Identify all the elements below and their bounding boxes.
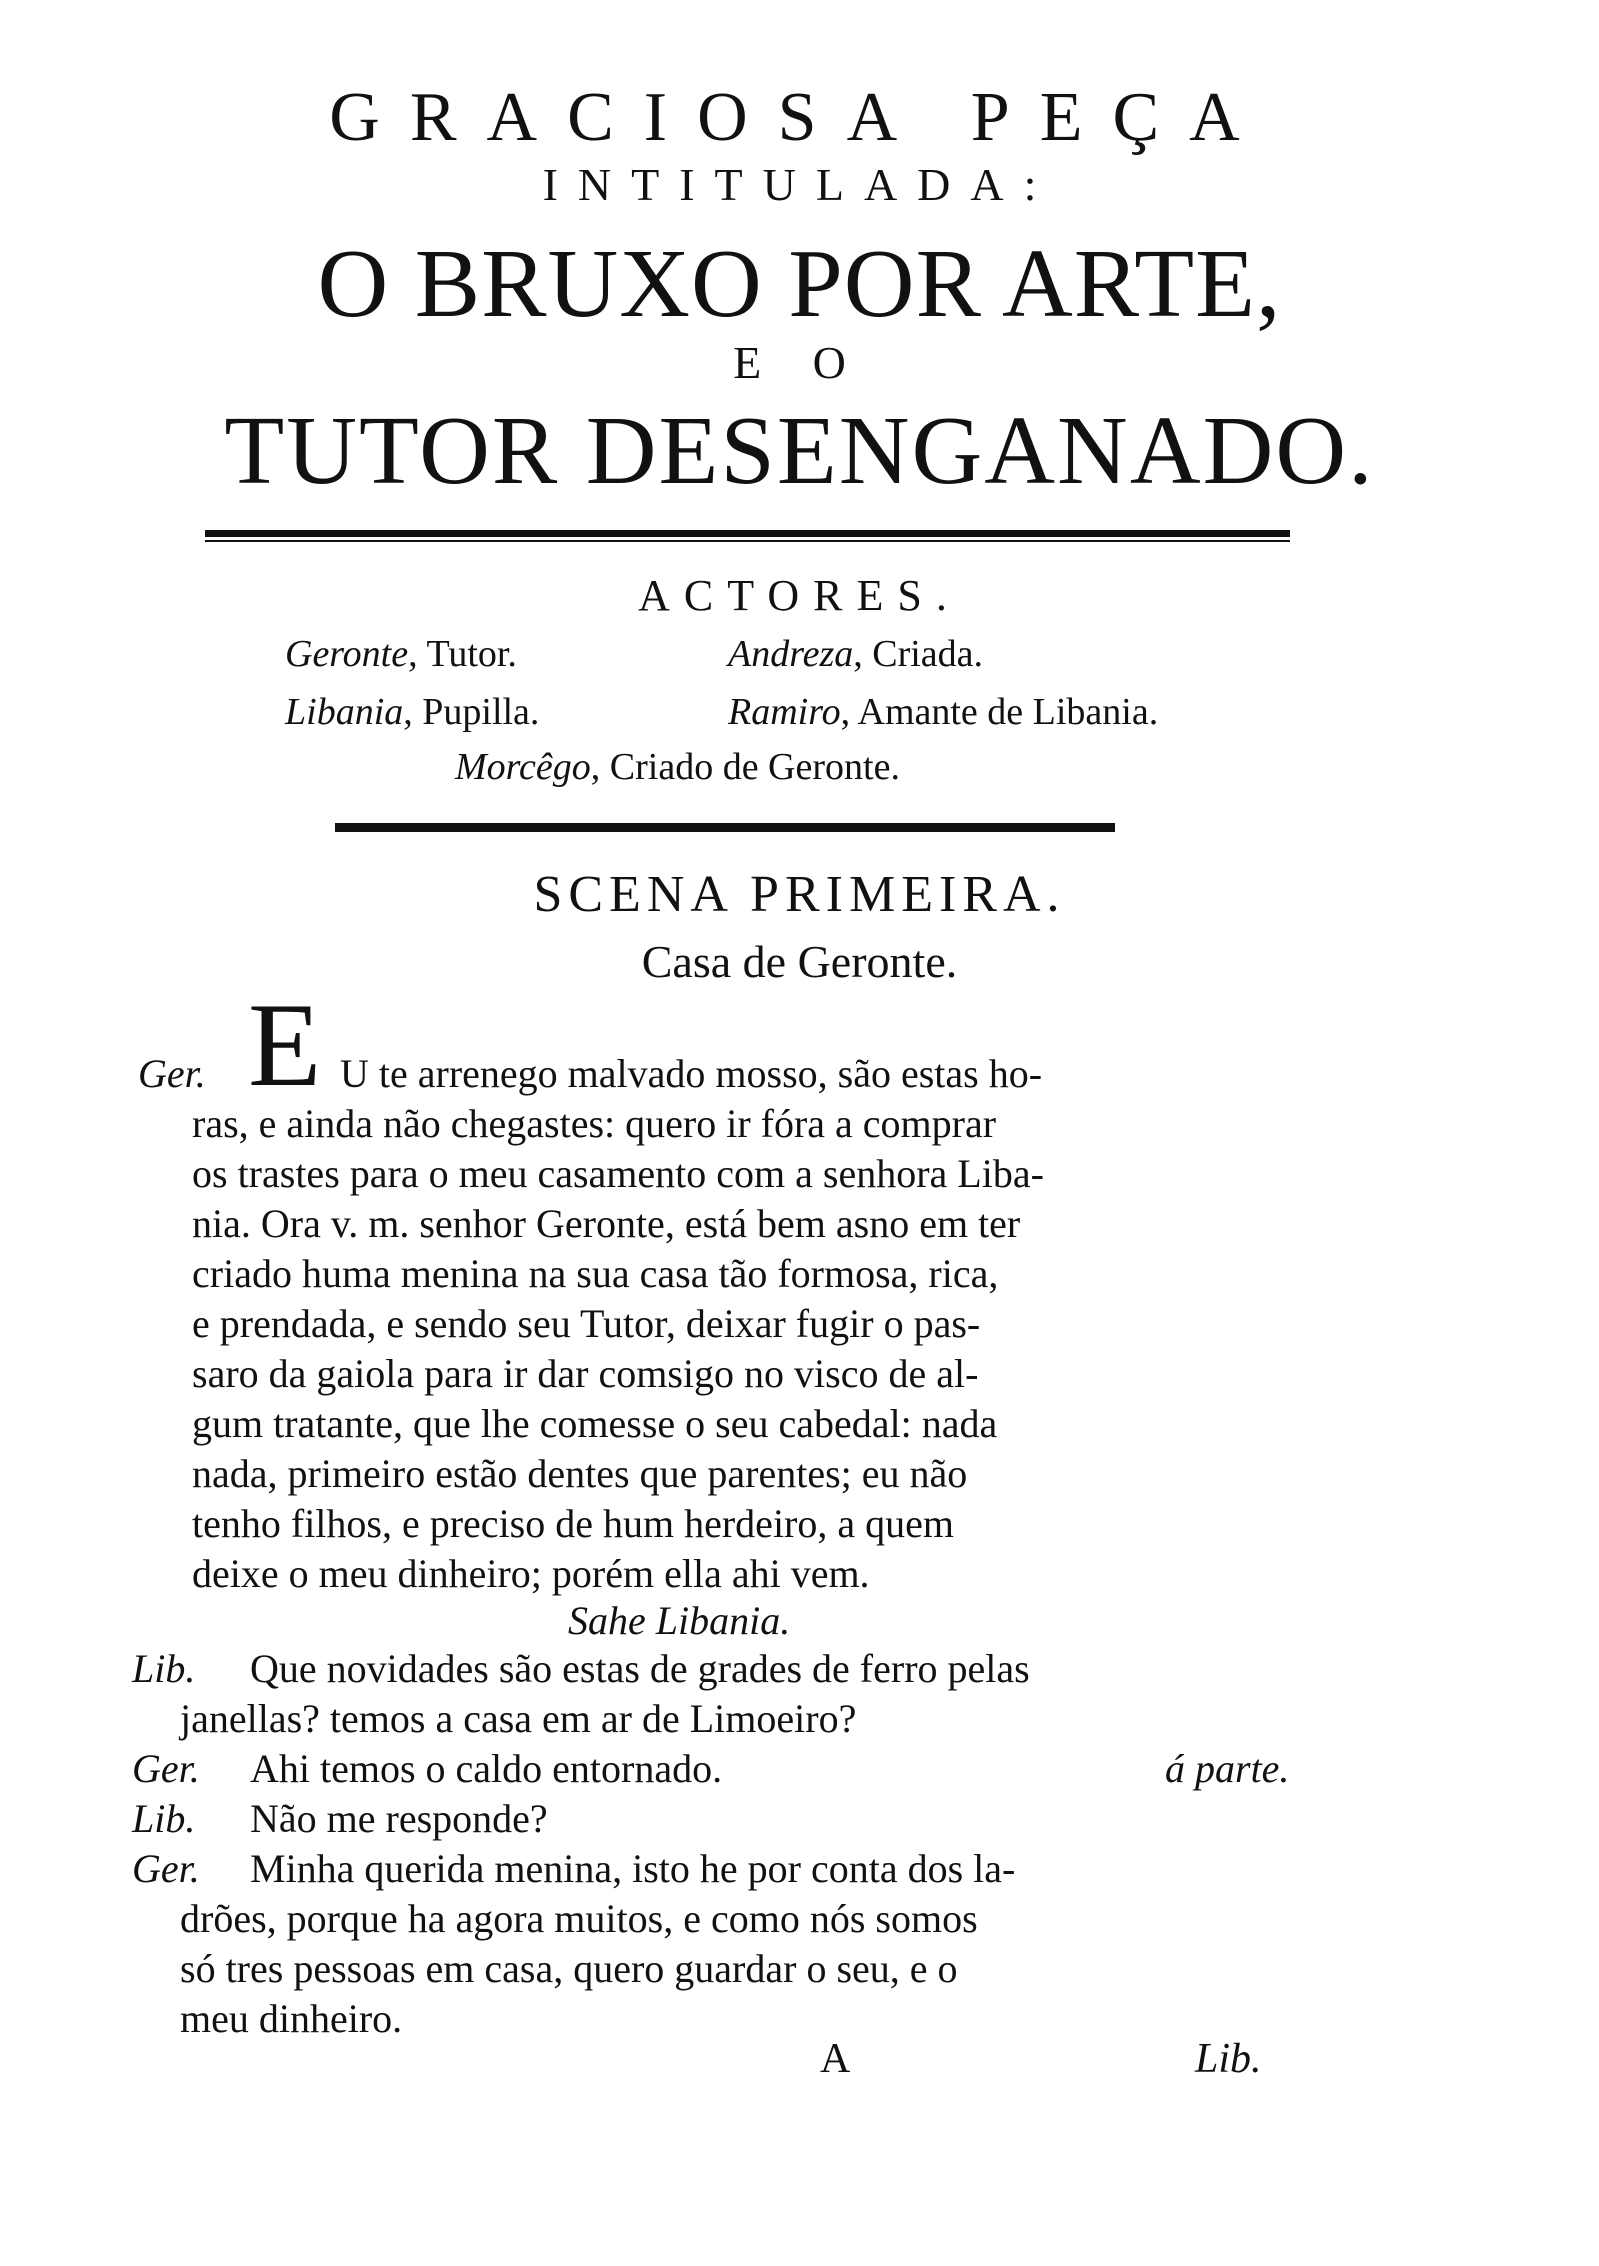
ger1-line-6: e prendada, e sendo seu Tutor, deixar fugir o pas-	[192, 1301, 981, 1346]
lib2-line: Não me responde?	[250, 1796, 548, 1841]
cast-member-libania	[285, 690, 539, 734]
catchword: Lib.	[1195, 2036, 1262, 2082]
lib1-line-2: janellas? temos a casa em ar de Limoeiro?	[180, 1696, 857, 1741]
cast-heading: ACTORES.	[638, 571, 961, 620]
ger1-line-8: gum tratante, que lhe comesse o seu cabedal: nada	[192, 1401, 998, 1446]
cast-name: Ramiro	[728, 691, 841, 733]
title-line-intitulada: INTITULADA:	[542, 159, 1057, 210]
ger1-line-5: criado huma menina na sua casa tão formosa, rica,	[192, 1251, 999, 1296]
drop-cap: E	[248, 978, 322, 1111]
ger1-line-9: nada, primeiro estão dentes que parentes; eu não	[192, 1451, 968, 1496]
ger3-line-3: só tres pessoas em casa, quero guardar o seu, e o	[180, 1946, 958, 1991]
ger2-line: Ahi temos o caldo entornado.	[250, 1746, 723, 1791]
ger3-line-2: drões, porque ha agora muitos, e como nós somos	[180, 1896, 978, 1941]
title-rule-thin	[205, 540, 1290, 542]
scene-setting: Casa de Geronte.	[641, 936, 958, 987]
signature-mark: A	[820, 2036, 851, 2082]
stage-direction-sahe-libania: Sahe Libania.	[568, 1598, 791, 1643]
cast-rule	[335, 823, 1115, 832]
ger1-line-3: os trastes para o meu casamento com a senhora Liba-	[192, 1151, 1044, 1196]
ger1-line-1: U te arrenego malvado mosso, são estas ho-	[340, 1051, 1043, 1096]
ger1-line-4: nia. Ora v. m. senhor Geronte, está bem asno em ter	[192, 1201, 1021, 1246]
cast-member-andreza	[728, 632, 983, 676]
scene-heading: SCENA PRIMEIRA.	[533, 866, 1066, 923]
speaker-ger-1: Ger.	[138, 1051, 206, 1096]
cast-member-morcego	[455, 745, 900, 789]
title-line-tutor-desenganado: TUTOR DESENGANADO.	[224, 397, 1375, 505]
cast-role: , Tutor.	[408, 633, 517, 675]
title-rule	[205, 530, 1290, 537]
cast-role: , Amante de Libania.	[840, 691, 1159, 733]
cast-role: , Criado de Geronte.	[590, 746, 900, 788]
ger1-line-2: ras, e ainda não chegastes: quero ir fóra a comprar	[192, 1101, 997, 1146]
cast-role: , Pupilla.	[403, 691, 540, 733]
ger1-line-10: tenho filhos, e preciso de hum herdeiro, a quem	[192, 1501, 954, 1546]
speaker-ger-3: Ger.	[132, 1846, 200, 1891]
ger3-line-4: meu dinheiro.	[180, 1996, 403, 2041]
cast-member-geronte	[285, 632, 517, 676]
title-line-bruxo-por-arte: O BRUXO POR ARTE,	[317, 230, 1282, 338]
title-line-e-o: E O	[733, 337, 866, 388]
cast-name: Morcêgo	[455, 746, 591, 788]
stage-direction-a-parte: á parte.	[1165, 1746, 1290, 1791]
cast-role: , Criada.	[853, 633, 984, 675]
lib1-line-1: Que novidades são estas de grades de ferro pelas	[250, 1646, 1030, 1691]
ger1-line-7: saro da gaiola para ir dar comsigo no visco de al-	[192, 1351, 979, 1396]
cast-name: Andreza	[728, 633, 854, 675]
cast-name: Libania	[285, 691, 404, 733]
speaker-lib-1: Lib.	[132, 1646, 196, 1691]
speaker-ger-2: Ger.	[132, 1746, 200, 1791]
ger3-line-1: Minha querida menina, isto he por conta dos la-	[250, 1846, 1016, 1891]
cast-member-ramiro	[728, 690, 1158, 734]
speaker-lib-2: Lib.	[132, 1796, 196, 1841]
ger1-line-11: deixe o meu dinheiro; porém ella ahi vem.	[192, 1551, 870, 1596]
title-line-graciosa-peca: GRACIOSA PEÇA	[329, 79, 1270, 156]
cast-name: Geronte	[285, 633, 409, 675]
